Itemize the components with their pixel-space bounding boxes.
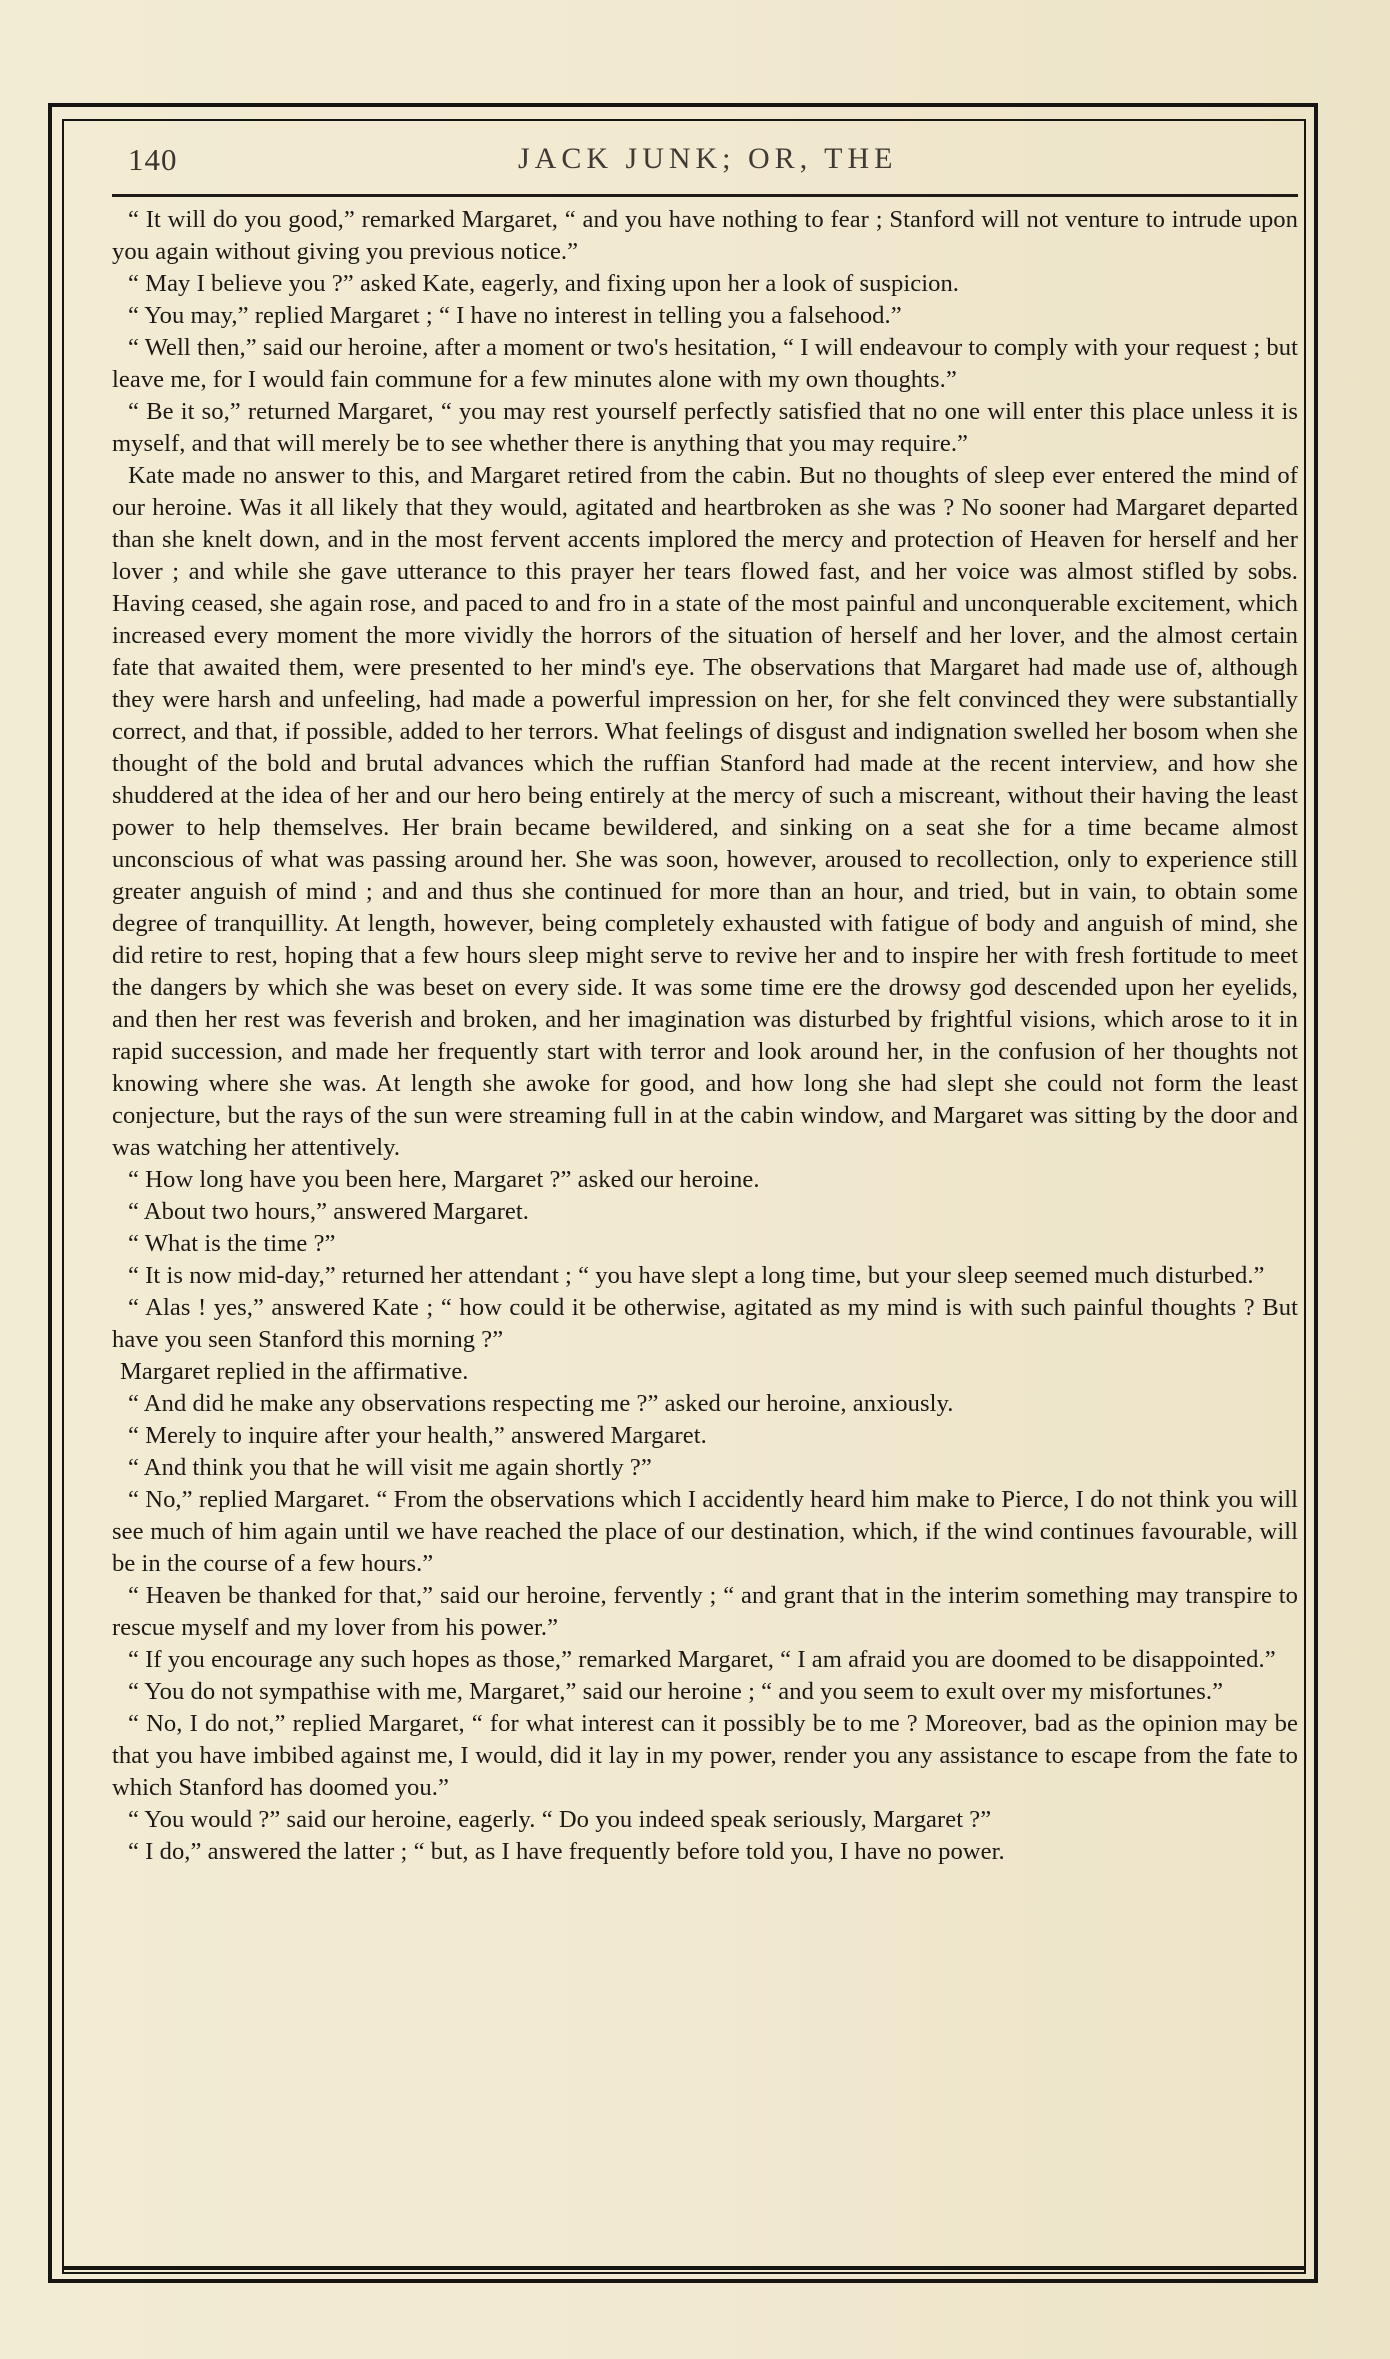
- paragraph: “ It will do you good,” remarked Margaret, “ and you have nothing to fear ; Stanford will not venture to intrude upon you again without giving you previous notice.”: [112, 206, 1298, 265]
- paragraph: “ And did he make any observations respecting me ?” asked our heroine, anxiously.: [128, 1390, 954, 1417]
- paragraph: “ You may,” replied Margaret ; “ I have no interest in telling you a falsehood.”: [128, 302, 902, 329]
- paragraph: “ No, I do not,” replied Margaret, “ for what interest can it possibly be to me ? Moreover, bad as the opinion may be that you have imbibed against me, I would, did it lay in my power, render you any assistance to escape from the fate to which Stanford has doomed you.”: [112, 1710, 1298, 1801]
- paragraph: “ Alas ! yes,” answered Kate ; “ how could it be otherwise, agitated as my mind is with such painful thoughts ? But have you seen Stanford this morning ?”: [112, 1294, 1298, 1353]
- paragraph: “ No,” replied Margaret. “ From the observations which I accidently heard him make to Pierce, I do not think you will see much of him again until we have reached the place of our destination, which, if the wind continues favourable, will be in the course of a few hours.”: [112, 1486, 1298, 1577]
- paragraph: “ I do,” answered the latter ; “ but, as I have frequently before told you, I have no power.: [128, 1838, 1005, 1865]
- paragraph: “ About two hours,” answered Margaret.: [128, 1198, 529, 1225]
- paragraph: “ It is now mid-day,” returned her attendant ; “ you have slept a long time, but your sleep seemed much disturbed.”: [128, 1262, 1265, 1289]
- paragraph: “ How long have you been here, Margaret ?” asked our heroine.: [128, 1166, 760, 1193]
- paragraph: “ Merely to inquire after your health,” answered Margaret.: [128, 1422, 707, 1449]
- paragraph: “ Well then,” said our heroine, after a moment or two's hesitation, “ I will endeavour to comply with your request ; but leave me, for I would fain commune for a few minutes alone with my own thoughts.”: [112, 334, 1298, 393]
- paragraph: “ Heaven be thanked for that,” said our heroine, fervently ; “ and grant that in the interim something may transpire to rescue myself and my lover from his power.”: [112, 1582, 1298, 1641]
- paragraph: “ You would ?” said our heroine, eagerly. “ Do you indeed speak seriously, Margaret ?”: [128, 1806, 992, 1833]
- paragraph: “ You do not sympathise with me, Margaret,” said our heroine ; “ and you seem to exult over my misfortunes.”: [128, 1678, 1224, 1705]
- footer-rule: [62, 2266, 1306, 2270]
- paragraph: “ May I believe you ?” asked Kate, eagerly, and fixing upon her a look of suspicion.: [128, 270, 960, 297]
- header-rule: [112, 194, 1298, 197]
- paragraph: “ And think you that he will visit me again shortly ?”: [128, 1454, 652, 1481]
- page-number: 140: [128, 142, 178, 177]
- page-header: [128, 142, 1278, 186]
- paragraph: Kate made no answer to this, and Margaret retired from the cabin. But no thoughts of sleep ever entered the mind of our heroine. Was it all likely that they would, agitated and heartbroken as she was ? No sooner had Margaret departed than she knelt down, and in the most fervent accents implored the mercy and protection of Heaven for herself and her lover ; and while she gave utterance to this prayer her tears flowed fast, and her voice was almost stifled by sobs. Having ceased, she again rose, and paced to and fro in a state of the most painful and unconquerable excitement, which increased every moment the more vividly the horrors of the situation of herself and her lover, and the almost certain fate that awaited them, were presented to her mind's eye. The observations that Margaret had made use of, although they were harsh and unfeeling, had made a powerful impression on her, for she felt convinced they were substantially correct, and that, if possible, added to her terrors. What feelings of disgust and indignation swelled her bosom when she thought of the bold and brutal advances which the ruffian Stanford had made at the recent interview, and how she shuddered at the idea of her and our hero being entirely at the mercy of such a miscreant, without their having the least power to help themselves. Her brain became bewildered, and sinking on a seat she for a time became almost unconscious of what was passing around her. She was soon, however, aroused to recollection, only to experience still greater anguish of mind ; and and thus she continued for more than an hour, and tried, but in vain, to obtain some degree of tranquillity. At length, however, being completely exhausted with fatigue of body and anguish of mind, she did retire to rest, hoping that a few hours sleep might serve to revive her and to inspire her with fresh fortitude to meet the dangers by which she was beset on every side. It was some time ere the drowsy god descended upon her eyelids, and then her rest was feverish and broken, and her imagination was disturbed by frightful visions, which arose to it in rapid succession, and made her frequently start with terror and look around her, in the confusion of her thoughts not knowing where she was. At length she awoke for good, and how long she had slept she could not form the least conjecture, but the rays of the sun were streaming full in at the cabin window, and Margaret was sitting by the door and was watching her attentively.: [112, 462, 1298, 1161]
- paragraph: “ What is the time ?”: [128, 1230, 336, 1257]
- paragraph: “ Be it so,” returned Margaret, “ you may rest yourself perfectly satisfied that no one will enter this place unless it is myself, and that will merely be to see whether there is anything that you may require.”: [112, 398, 1298, 457]
- paragraph: Margaret replied in the affirmative.: [120, 1358, 469, 1385]
- running-head: JACK JUNK; OR, THE: [518, 142, 898, 175]
- page-text: [112, 204, 1298, 2244]
- paragraph: “ If you encourage any such hopes as those,” remarked Margaret, “ I am afraid you are doomed to be disappointed.”: [128, 1646, 1276, 1673]
